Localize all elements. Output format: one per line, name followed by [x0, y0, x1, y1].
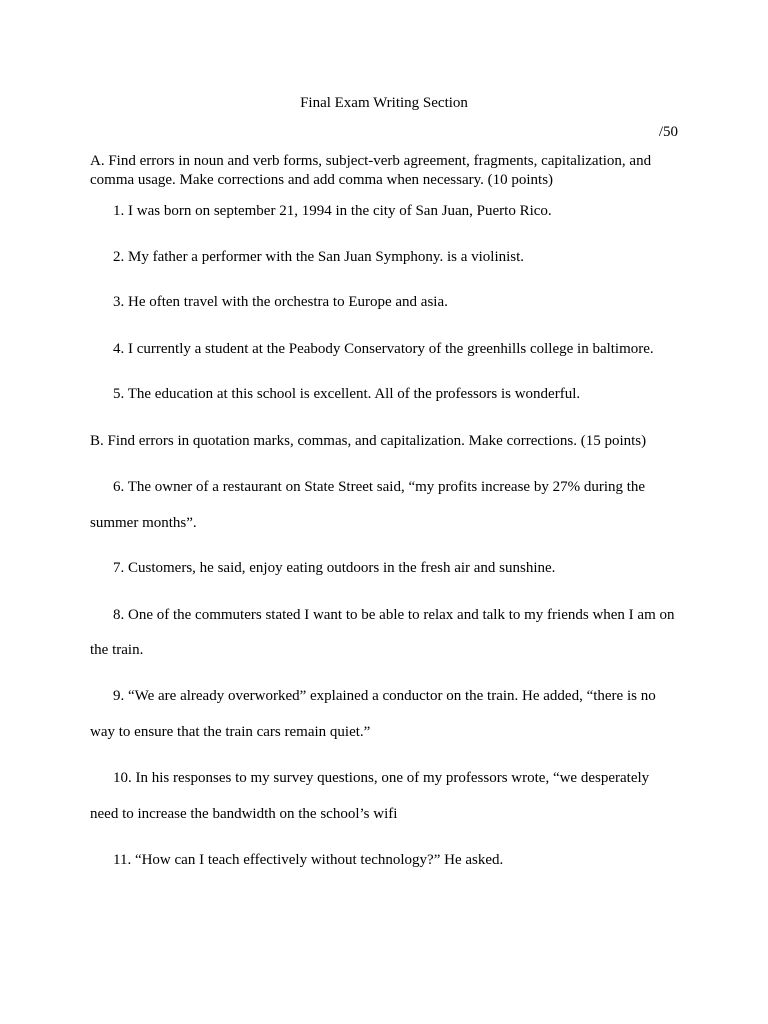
section-b-item-9-line1: 9. “We are already overworked” explained a conductor on the train. He added, “there is no — [113, 688, 656, 704]
section-b-item-7-line1: 7. Customers, he said, enjoy eating outdoors in the fresh air and sunshine. — [113, 560, 556, 576]
section-a-item-2: 2. My father a performer with the San Juan Symphony. is a violinist. — [113, 249, 525, 265]
section-b-item-10-line2: need to increase the bandwidth on the school’s wifi — [90, 806, 398, 822]
score-total: /50 — [658, 124, 678, 140]
section-b-item-10-line1: 10. In his responses to my survey questions, one of my professors wrote, “we desperately — [113, 770, 650, 786]
section-a-item-4: 4. I currently a student at the Peabody Conservatory of the greenhills college in baltimore. — [113, 341, 654, 357]
section-b-item-6-line1: 6. The owner of a restaurant on State Street said, “my profits increase by 27% during the — [113, 479, 646, 495]
document-title: Final Exam Writing Section — [300, 95, 468, 111]
section-b-item-8-line1: 8. One of the commuters stated I want to be able to relax and talk to my friends when I am on — [113, 607, 675, 623]
section-a-item-3: 3. He often travel with the orchestra to Europe and asia. — [113, 294, 448, 310]
section-a-item-1: 1. I was born on september 21, 1994 in the city of San Juan, Puerto Rico. — [113, 203, 552, 219]
section-b-instructions: B. Find errors in quotation marks, commas, and capitalization. Make corrections. (15 points) — [90, 433, 647, 449]
section-b-item-11-line1: 11. “How can I teach effectively without technology?” He asked. — [113, 852, 504, 868]
section-b-item-6-line2: summer months”. — [90, 515, 197, 531]
section-a-instructions: A. Find errors in noun and verb forms, subject-verb agreement, fragments, capitalization, and comma usage. Make corrections and add comma when necessary. (10 points) — [90, 153, 652, 188]
section-b-item-9-line2: way to ensure that the train cars remain quiet.” — [90, 724, 371, 740]
section-b-item-8-line2: the train. — [90, 642, 144, 658]
section-a-item-5: 5. The education at this school is excellent. All of the professors is wonderful. — [113, 386, 581, 402]
